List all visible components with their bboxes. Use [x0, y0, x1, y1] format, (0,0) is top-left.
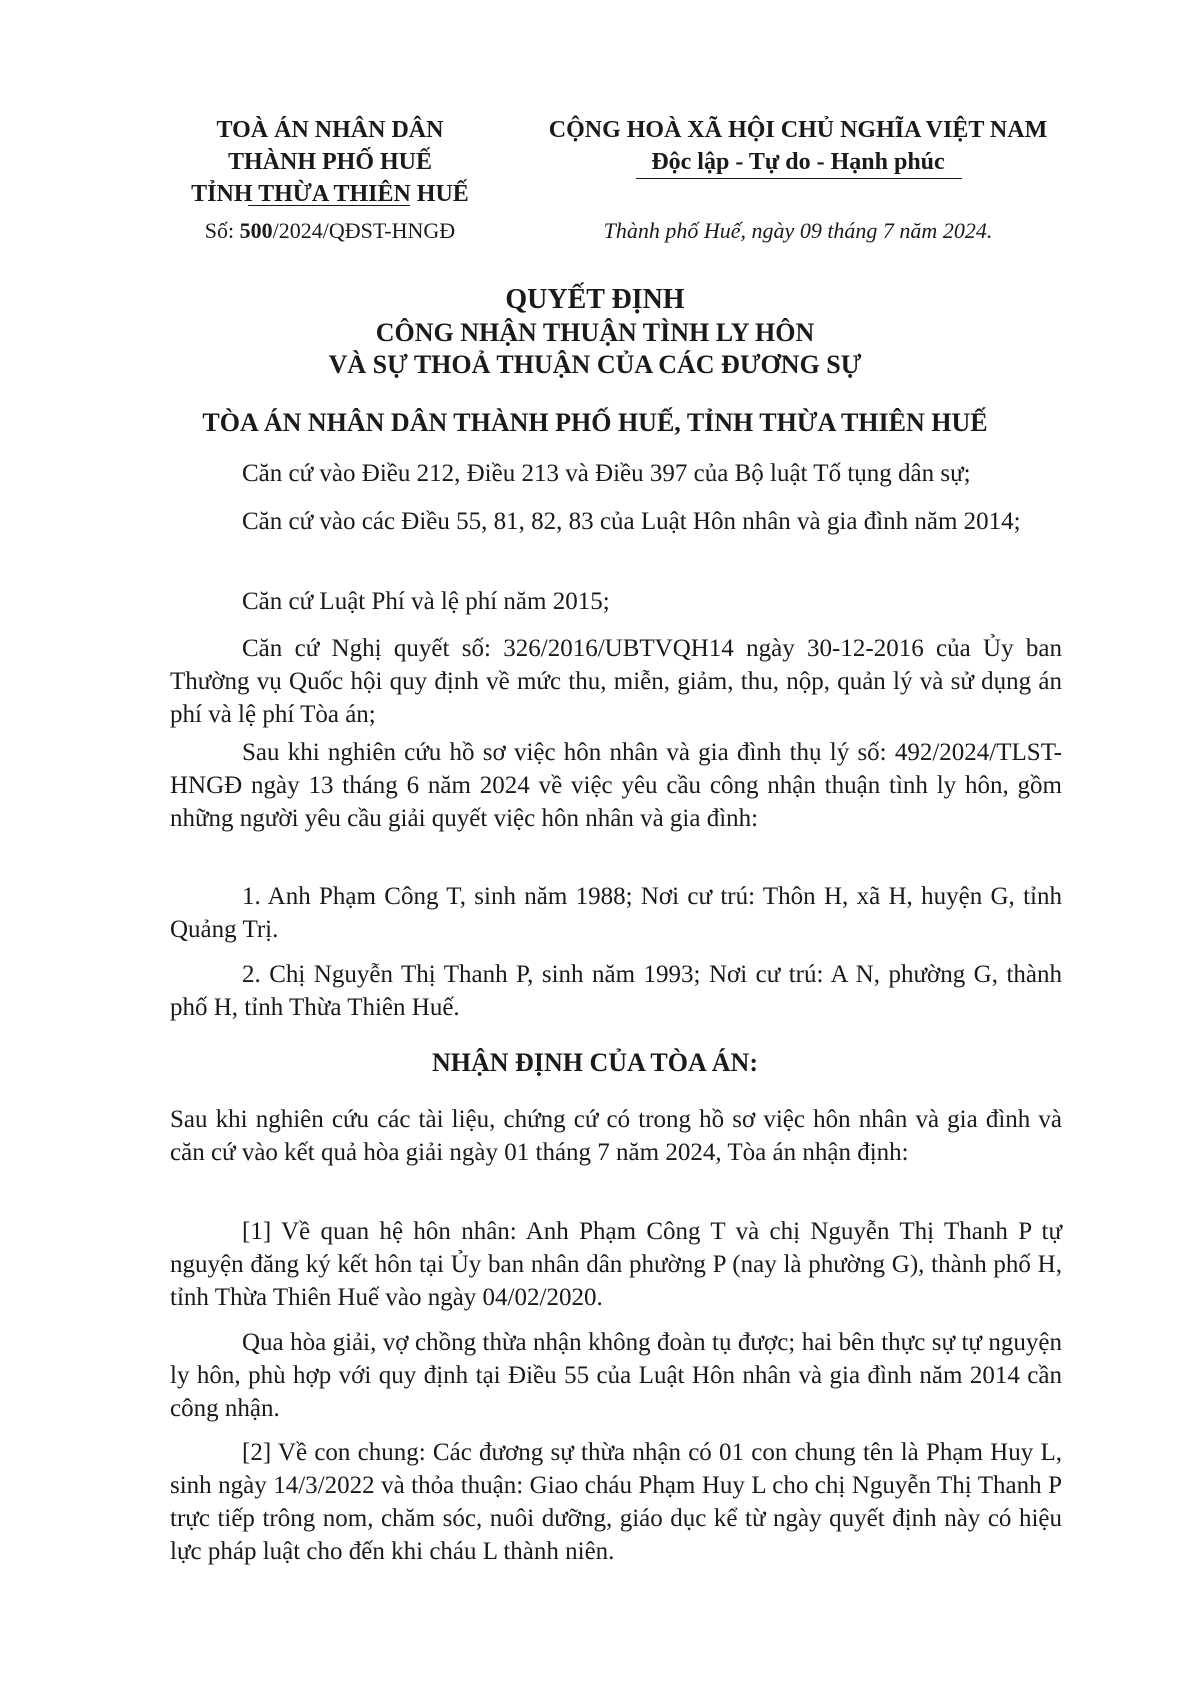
finding-marriage: [1] Về quan hệ hôn nhân: Anh Phạm Công T và chị Nguyễn Thị Thanh P tự nguyện đăng ký kết hôn tại Ủy ban nhân dân phường P (nay là phường G), thành phố H, tỉnh Thừa Thiên Huế vào ngày 04/02/2020.: [170, 1218, 1062, 1311]
basis-paragraph: Căn cứ vào Điều 212, Điều 213 và Điều 397 của Bộ luật Tố tụng dân sự;: [242, 460, 971, 487]
party-2: 2. Chị Nguyễn Thị Thanh P, sinh năm 1993; Nơi cư trú: A N, phường G, thành phố H, tỉnh Thừa Thiên Huế.: [170, 961, 1062, 1021]
court-name: [170, 114, 490, 210]
basis-paragraph: Căn cứ Nghị quyết số: 326/2016/UBTVQH14 ngày 30-12-2016 của Ủy ban Thường vụ Quốc hội quy định về mức thu, miễn, giảm, thu, nộp, quản lý và sử dụng án phí và lệ phí Tòa án;: [170, 635, 1062, 728]
court-line-1: TOÀ ÁN NHÂN DÂN: [216, 117, 444, 143]
finding-child: [2] Về con chung: Các đương sự thừa nhận có 01 con chung tên là Phạm Huy L, sinh ngày 14/3/2022 và thỏa thuận: Giao cháu Phạm Huy L cho chị Nguyễn Thị Thanh P trực tiếp trông nom, chăm sóc, nuôi dưỡng, giáo dục kể từ ngày quyết định này có hiệu lực pháp luật cho đến khi cháu L thành niên.: [170, 1439, 1062, 1565]
national-motto: Độc lập - Tự do - Hạnh phúc: [651, 149, 945, 175]
national-title: CỘNG HOÀ XÃ HỘI CHỦ NGHĨA VIỆT NAM: [548, 117, 1048, 143]
court-underline: [248, 205, 410, 206]
basis-paragraph: Căn cứ vào các Điều 55, 81, 82, 83 của Luật Hôn nhân và gia đình năm 2014;: [242, 508, 1021, 535]
finding-reconciliation: Qua hòa giải, vợ chồng thừa nhận không đoàn tụ được; hai bên thực sự tự nguyện ly hôn, phù hợp với quy định tại Điều 55 của Luật Hôn nhân và gia đình năm 2014 cần công nhận.: [170, 1329, 1062, 1422]
place-date: Thành phố Huế, ngày 09 tháng 7 năm 2024.: [603, 218, 993, 243]
decision-title: QUYẾT ĐỊNH: [505, 284, 685, 315]
findings-intro: Sau khi nghiên cứu các tài liệu, chứng cứ có trong hồ sơ việc hôn nhân và gia đình và căn cứ vào kết quả hòa giải ngày 01 tháng 7 năm 2024, Tòa án nhận định:: [170, 1106, 1062, 1166]
court-line-3: TỈNH THỪA THIÊN HUẾ: [191, 181, 469, 207]
case-intro-paragraph: Sau khi nghiên cứu hồ sơ việc hôn nhân và gia đình thụ lý số: 492/2024/TLST-HNGĐ ngày 13 tháng 6 năm 2024 về việc yêu cầu công nhận thuận tình ly hôn, gồm những người yêu cầu giải quyết việc hôn nhân và gia đình:: [170, 739, 1062, 832]
motto-underline: [636, 178, 962, 179]
findings-heading: NHẬN ĐỊNH CỦA TÒA ÁN:: [432, 1048, 758, 1077]
document-number-value: 500: [239, 218, 273, 243]
issuing-court: TÒA ÁN NHÂN DÂN THÀNH PHỐ HUẾ, TỈNH THỪA THIÊN HUẾ: [202, 408, 988, 437]
court-line-2: THÀNH PHỐ HUẾ: [227, 149, 432, 175]
decision-subtitle-1: CÔNG NHẬN THUẬN TÌNH LY HÔN: [375, 318, 815, 347]
document-number: Số: 500/2024/QĐST-HNGĐ: [204, 218, 456, 243]
decision-subtitle-2: VÀ SỰ THOẢ THUẬN CỦA CÁC ĐƯƠNG SỰ: [328, 350, 862, 379]
party-1: 1. Anh Phạm Công T, sinh năm 1988; Nơi cư trú: Thôn H, xã H, huyện G, tỉnh Quảng Trị.: [170, 883, 1062, 943]
basis-paragraph: Căn cứ Luật Phí và lệ phí năm 2015;: [242, 588, 610, 615]
